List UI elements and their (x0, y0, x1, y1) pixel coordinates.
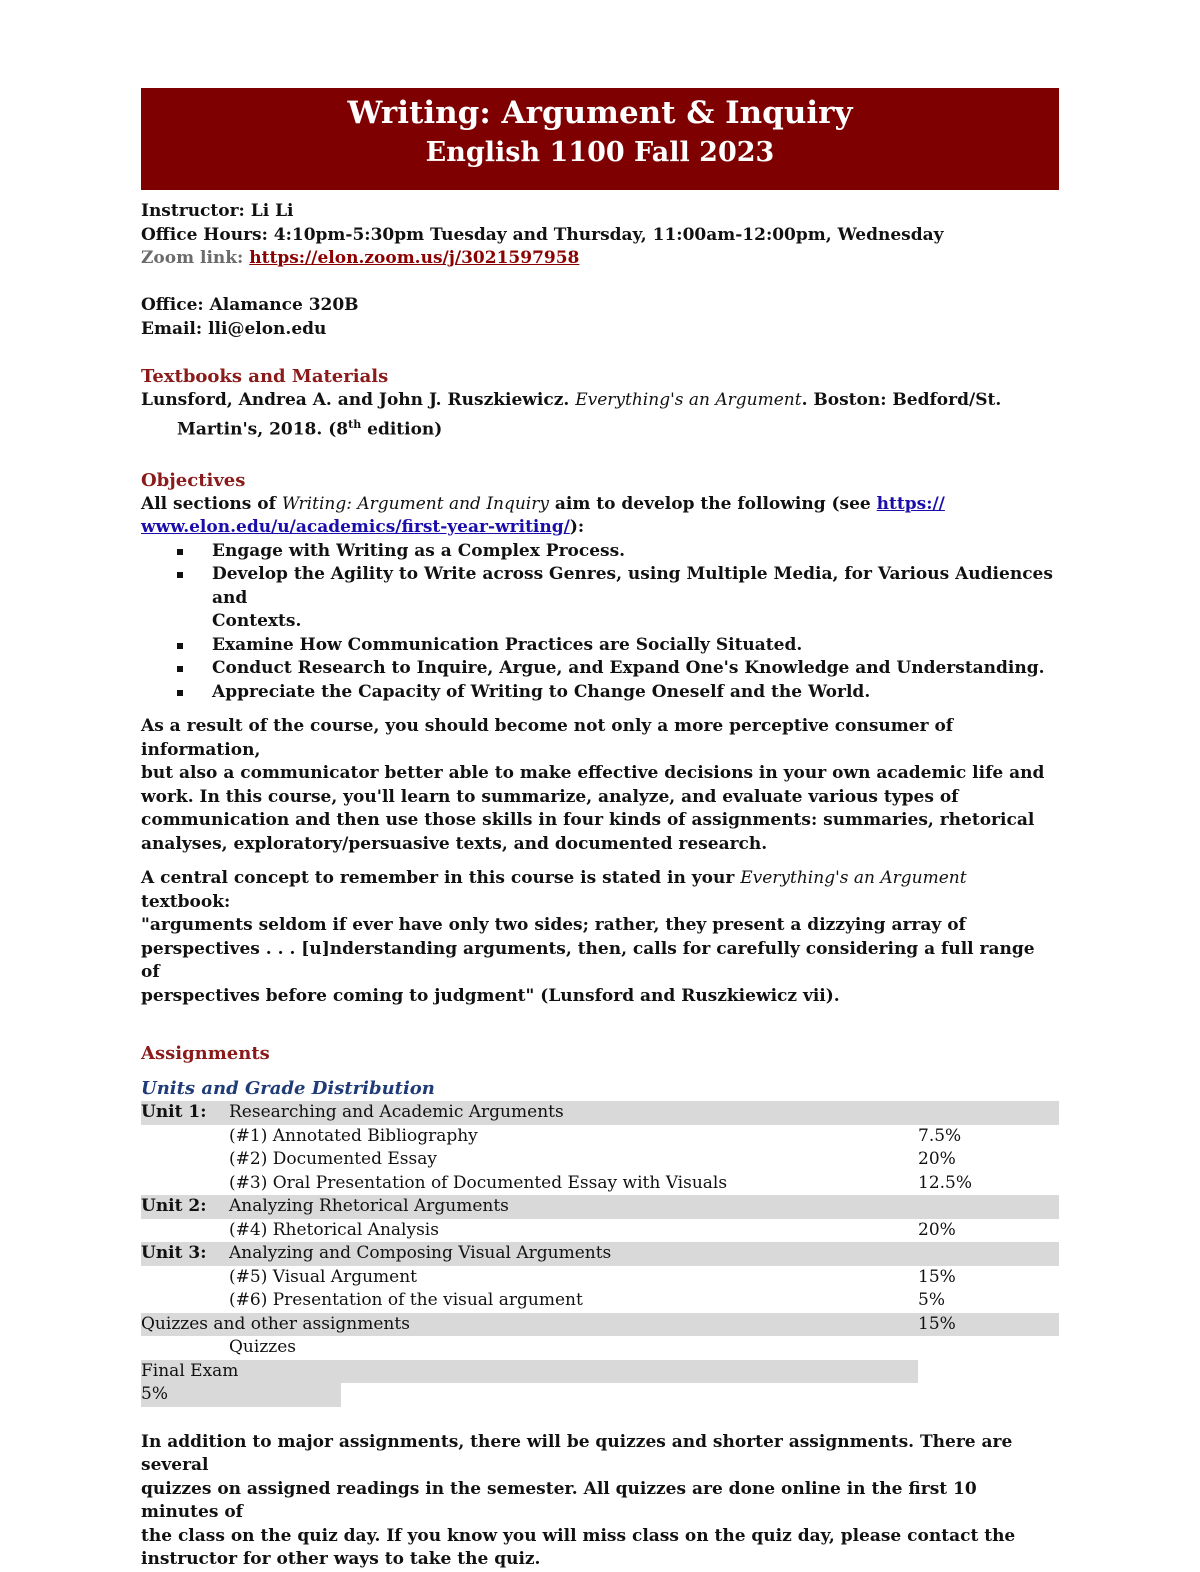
empty-cell (918, 1336, 1059, 1360)
grade-row (141, 1242, 1059, 1266)
grade-item-cell: (#5) Visual Argument (229, 1266, 417, 1287)
para-text: A central concept to remember in this course is stated in your (141, 868, 741, 889)
grade-item-cell: Analyzing Rhetorical Arguments (229, 1195, 918, 1219)
para-line: In addition to major assignments, there will be quizzes and shorter assignments. There are several (141, 1431, 1013, 1476)
grade-percent-cell: 7.5% (918, 1125, 962, 1146)
grade-percent-cell: 5% (918, 1290, 945, 1311)
grade-percent-cell (918, 1242, 1059, 1266)
grade-table (141, 1101, 1059, 1313)
grade-unit-cell: Unit 1: (141, 1101, 229, 1125)
objective-item (141, 634, 1059, 658)
objective-text: Engage with Writing as a Complex Process. (212, 540, 626, 561)
citation-year: Martin's, 2018. (8 (177, 419, 349, 440)
grade-percent-cell: 20% (918, 1219, 956, 1240)
fyw-link-part2[interactable]: www.elon.edu/u/academics/first-year-writing/ (141, 517, 570, 538)
grade-row (141, 1148, 1059, 1172)
central-concept-paragraph (141, 867, 1059, 1008)
objectives-list (141, 540, 1059, 705)
para-line: communication and then use those skills in four kinds of assignments: summaries, rhetorical (141, 810, 1035, 831)
bullet-icon (177, 643, 183, 649)
grade-item-cell: (#3) Oral Presentation of Documented Essay with Visuals (229, 1172, 728, 1193)
citation-publisher: . Boston: Bedford/St. (801, 390, 1002, 410)
bullet-icon (177, 572, 183, 578)
grade-percent-cell (918, 1101, 1059, 1125)
objective-item (141, 540, 1059, 564)
assignments-heading: Assignments (141, 1043, 270, 1065)
grade-row (141, 1195, 1059, 1219)
citation-edition: edition) (361, 419, 443, 440)
fyw-link-part1[interactable]: https:// (876, 493, 945, 514)
grade-item-cell: Analyzing and Composing Visual Arguments (229, 1242, 918, 1266)
para-line: quizzes on assigned readings in the semester. All quizzes are done online in the first 10 minutes of (141, 1478, 977, 1523)
objectives-intro-line-2 (141, 516, 1059, 540)
final-exam-percent: 5% (141, 1383, 341, 1407)
grade-row (141, 1172, 1059, 1196)
objective-text: Appreciate the Capacity of Writing to Change Oneself and the World. (212, 681, 871, 702)
citation-title: Everything's an Argument (575, 390, 802, 410)
intro-course-name: Writing: Argument and Inquiry (281, 493, 549, 514)
grade-unit-cell: Unit 3: (141, 1242, 229, 1266)
objective-item (141, 563, 1059, 610)
office-line: Office: Alamance 320B (141, 295, 359, 315)
grade-percent-cell: 12.5% (918, 1172, 973, 1193)
intro-post: aim to develop the following (see (548, 493, 877, 514)
grade-distribution-heading: Units and Grade Distribution (141, 1078, 435, 1100)
objective-item (141, 681, 1059, 705)
quizzes-sub-label: Quizzes (229, 1337, 297, 1358)
para-line: work. In this course, you'll learn to summarize, analyze, and evaluate various types of (141, 786, 959, 807)
quizzes-label: Quizzes and other assignments (141, 1313, 918, 1337)
para-line: analyses, exploratory/persuasive texts, and documented research. (141, 833, 768, 854)
para-line: As a result of the course, you should become not only a more perceptive consumer of information, (141, 716, 954, 760)
grade-unit-cell (141, 1266, 229, 1290)
citation-line-1 (141, 389, 1059, 413)
grade-row (141, 1125, 1059, 1149)
grade-row (141, 1101, 1059, 1125)
citation-sup: th (348, 417, 362, 431)
objective-item-continued (141, 610, 1059, 634)
office-hours-line: Office Hours: 4:10pm-5:30pm Tuesday and Thursday, 11:00am-12:00pm, Wednesday (141, 224, 944, 245)
citation-line-2 (141, 413, 1059, 442)
grade-item-cell: Researching and Academic Arguments (229, 1101, 918, 1125)
grade-unit-cell (141, 1125, 229, 1149)
intro-pre: All sections of (141, 493, 282, 514)
textbooks-heading: Textbooks and Materials (141, 366, 389, 387)
grade-row (141, 1266, 1059, 1290)
grade-table-extra (141, 1313, 1059, 1360)
course-subtitle: English 1100 Fall 2023 (425, 137, 775, 168)
grade-item-cell: (#6) Presentation of the visual argument (229, 1290, 583, 1311)
quizzes-paragraph (141, 1431, 1059, 1572)
bullet-icon (177, 690, 183, 696)
grade-percent-cell: 15% (918, 1266, 956, 1287)
grade-percent-cell (918, 1195, 1059, 1219)
objective-text: Contexts. (212, 611, 302, 632)
email-line: Email: lli@elon.edu (141, 318, 327, 339)
para-line: but also a communicator better able to make effective decisions in your own academic life and (141, 763, 1045, 784)
grade-unit-cell (141, 1148, 229, 1172)
objectives-heading: Objectives (141, 469, 246, 491)
para-line: instructor for other ways to take the quiz. (141, 1549, 541, 1570)
course-title: Writing: Argument & Inquiry (347, 95, 853, 131)
syllabus-page (141, 88, 1059, 1572)
grade-unit-cell (141, 1172, 229, 1196)
zoom-link[interactable]: https://elon.zoom.us/j/3021597958 (249, 248, 580, 268)
para-line: the class on the quiz day. If you know you will miss class on the quiz day, please contact the (141, 1525, 1016, 1546)
grade-row (141, 1219, 1059, 1243)
intro-end: ): (569, 517, 585, 538)
zoom-label: Zoom link: (141, 248, 250, 268)
grade-item-cell: (#1) Annotated Bibliography (229, 1125, 478, 1146)
para-line: perspectives before coming to judgment" (Lunsford and Ruszkiewicz vii). (141, 985, 840, 1006)
textbook-title: Everything's an Argument (740, 868, 967, 889)
citation-authors: Lunsford, Andrea A. and John J. Ruszkiewicz. (141, 390, 576, 410)
para-text: textbook: (141, 891, 231, 912)
grade-unit-cell: Unit 2: (141, 1195, 229, 1219)
para-line: "arguments seldom if ever have only two sides; rather, they present a dizzying array of (141, 915, 966, 936)
objective-text: Develop the Agility to Write across Genres, using Multiple Media, for Various Audiences and (212, 564, 1053, 608)
grade-item-cell: (#4) Rhetorical Analysis (229, 1219, 439, 1240)
empty-cell (141, 1336, 229, 1360)
bullet-icon (177, 666, 183, 672)
grade-unit-cell (141, 1289, 229, 1313)
para-line: perspectives . . . [u]nderstanding arguments, then, calls for carefully considering a full range of (141, 938, 1035, 983)
objective-text: Examine How Communication Practices are Socially Situated. (212, 634, 803, 655)
zoom-line (141, 247, 1059, 271)
objectives-intro-line-1 (141, 493, 1059, 517)
title-banner (141, 88, 1059, 190)
grade-item-cell: (#2) Documented Essay (229, 1149, 437, 1170)
bullet-icon (177, 549, 183, 555)
instructor-line: Instructor: Li Li (141, 201, 294, 221)
quizzes-percent: 15% (918, 1313, 1059, 1337)
course-outcome-paragraph (141, 715, 1059, 856)
para-line (141, 867, 1059, 914)
objective-item (141, 657, 1059, 681)
grade-percent-cell: 20% (918, 1149, 956, 1170)
grade-unit-cell (141, 1219, 229, 1243)
quizzes-sub-row (141, 1336, 1059, 1360)
grade-row (141, 1289, 1059, 1313)
final-exam-label: Final Exam (141, 1360, 918, 1384)
objective-text: Conduct Research to Inquire, Argue, and Expand One's Knowledge and Understanding. (212, 658, 1045, 679)
quizzes-row (141, 1313, 1059, 1337)
